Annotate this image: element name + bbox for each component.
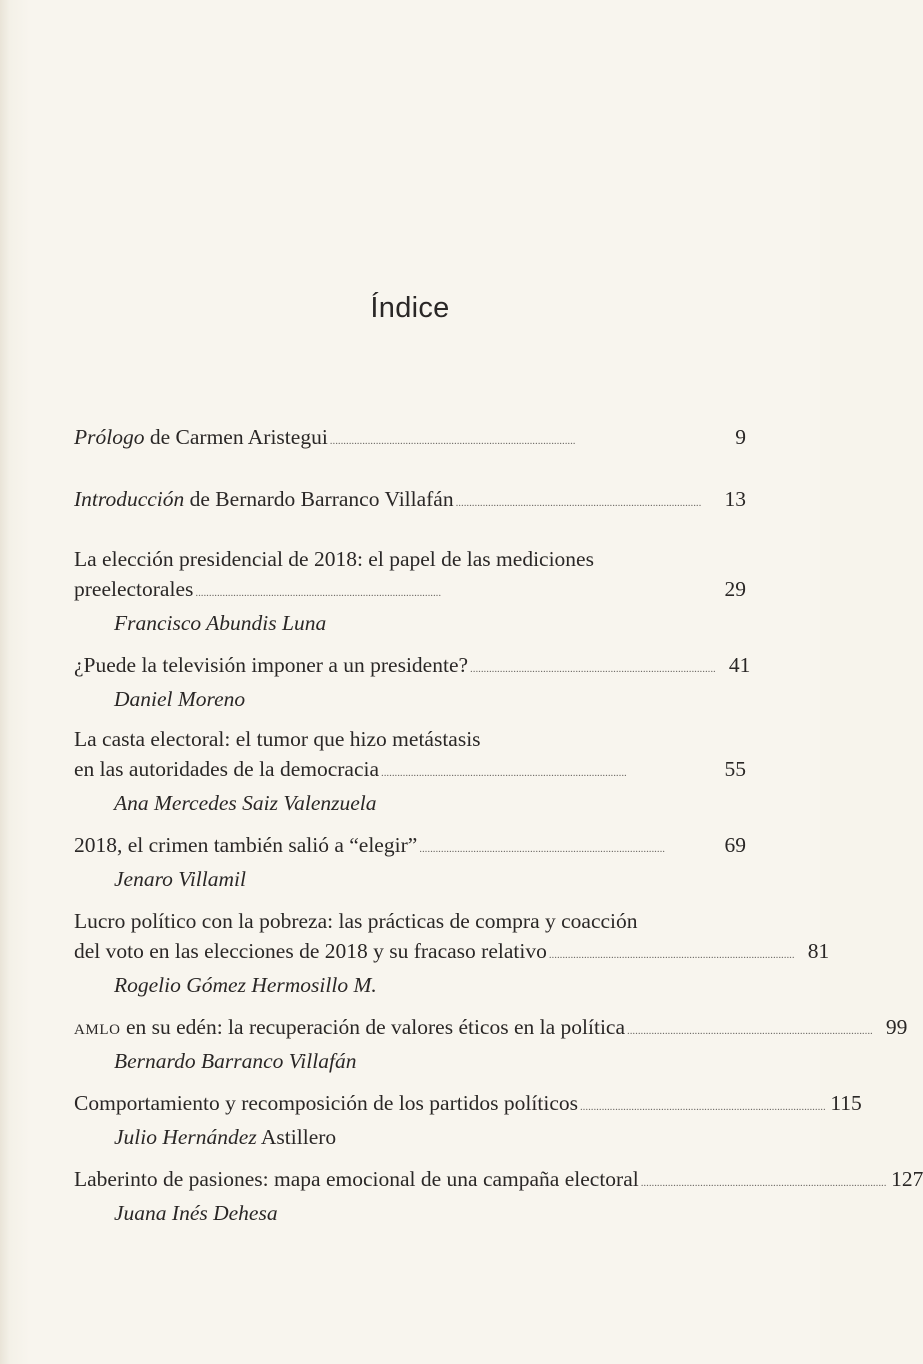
toc-entry-television	[74, 650, 751, 714]
entry-italic-prefix: Prólogo	[74, 425, 145, 449]
toc-entry-amlo	[74, 1012, 908, 1076]
toc-entry-partidos	[74, 1088, 862, 1152]
entry-title: de Bernardo Barranco Villafán	[184, 487, 454, 511]
page-number: 115	[830, 1091, 862, 1115]
entry-author: Jenaro Villamil	[114, 867, 246, 891]
entry-italic-prefix: Introducción	[74, 487, 185, 511]
toc-entry-prologo	[74, 422, 746, 456]
toc-entry-mediciones	[74, 544, 746, 638]
dot-leader	[419, 834, 710, 864]
entry-author: Daniel Moreno	[114, 687, 246, 711]
dot-leader	[627, 1016, 871, 1046]
entry-title-line: Laberinto de pasiones: mapa emocional de una campaña electoral	[74, 1167, 639, 1191]
entry-author: Ana Mercedes Saiz Valenzuela	[114, 791, 377, 815]
entry-author: Francisco Abundis Luna	[114, 611, 327, 635]
page-number: 9	[735, 425, 746, 449]
entry-title-line: 2018, el crimen también salió a “elegir”	[74, 833, 418, 857]
dot-leader	[549, 940, 793, 970]
toc-row	[74, 830, 746, 864]
entry-title-line: en su edén: la recuperación de valores éticos en la política	[120, 1015, 626, 1039]
toc-row	[74, 1088, 862, 1122]
entry-author: Rogelio Gómez Hermosillo M.	[114, 973, 377, 997]
toc-entry-introduccion	[74, 484, 746, 518]
toc-row	[74, 1012, 908, 1046]
dot-leader	[330, 426, 710, 456]
entry-small-caps: amlo	[74, 1015, 121, 1039]
page-number: 69	[724, 833, 746, 857]
entry-title-line: Lucro político con la pobreza: las prácticas de compra y coacción	[74, 909, 638, 933]
entry-title-line: ¿Puede la televisión imponer a un presidente?	[74, 653, 469, 677]
page-number: 99	[885, 1015, 908, 1039]
page-title: Índice	[370, 292, 450, 324]
toc-entry-lucro-politico	[74, 906, 830, 1000]
toc-row	[74, 484, 746, 518]
dot-leader	[381, 758, 710, 788]
entry-author	[74, 1122, 746, 1152]
dot-leader	[580, 1092, 824, 1122]
toc-row	[74, 422, 746, 456]
entry-author-plain: Astillero	[256, 1125, 337, 1149]
entry-author-italic: Julio Hernández	[114, 1125, 257, 1149]
toc-row	[74, 754, 746, 788]
toc-entry-laberinto	[74, 1164, 923, 1228]
toc-row	[74, 574, 746, 608]
entry-author: Bernardo Barranco Villafán	[114, 1049, 357, 1073]
toc-row	[74, 936, 830, 970]
entry-title-line: preelectorales	[74, 577, 194, 601]
entry-title-line: del voto en las elecciones de 2018 y su fracaso relativo	[74, 939, 547, 963]
toc-entry-crimen	[74, 830, 746, 894]
dot-leader	[456, 488, 710, 518]
entry-title: de Carmen Aristegui	[144, 425, 328, 449]
toc-row	[74, 650, 751, 684]
page-number: 13	[724, 487, 746, 511]
dot-leader	[641, 1168, 885, 1198]
dot-leader	[195, 578, 710, 608]
entry-author: Juana Inés Dehesa	[114, 1201, 278, 1225]
entry-title-line: La casta electoral: el tumor que hizo metástasis	[74, 727, 481, 751]
page-number: 55	[724, 757, 746, 781]
entry-title-line: La elección presidencial de 2018: el papel de las mediciones	[74, 547, 594, 571]
page-number: 81	[807, 939, 830, 963]
entry-title-line: en las autoridades de la democracia	[74, 757, 380, 781]
page-number: 127	[891, 1167, 923, 1191]
toc-entry-casta-electoral	[74, 724, 746, 818]
dot-leader	[470, 654, 714, 684]
toc-row	[74, 1164, 923, 1198]
entry-title-line: Comportamiento y recomposición de los partidos políticos	[74, 1091, 578, 1115]
page-number: 41	[728, 653, 751, 677]
page-number: 29	[724, 577, 746, 601]
